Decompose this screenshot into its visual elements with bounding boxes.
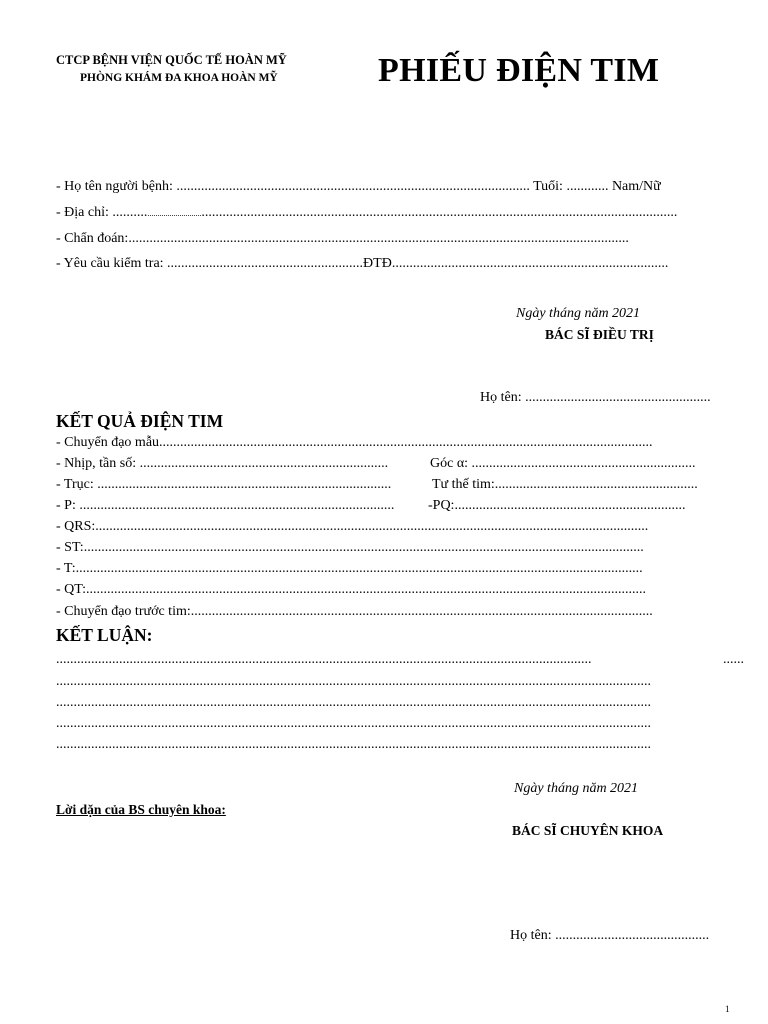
address-prefix: - Địa chỉ: .......... xyxy=(56,205,148,220)
clinic-name: PHÒNG KHÁM ĐA KHOA HOÀN MỸ xyxy=(80,72,278,84)
result-t: - T:.................................................................................................................................................................. xyxy=(56,561,643,576)
form-title: PHIẾU ĐIỆN TIM xyxy=(378,52,660,89)
conclusion-line-1-tail: ...... xyxy=(723,652,744,667)
patient-address-line xyxy=(56,205,677,221)
specialist-advice-label: Lời dặn của BS chuyên khoa: xyxy=(56,802,226,817)
result-qrs: - QRS:.............................................................................................................................................................. xyxy=(56,519,649,534)
result-angle: Góc α: ................................................................ xyxy=(430,456,696,471)
result-lead: - Chuyển đạo mẫu............................................................................................................................................. xyxy=(56,435,653,450)
address-rest: ........................................................................................................................................ xyxy=(201,205,678,220)
conclusion-line-3: .......................................................................................................................................................................... xyxy=(56,695,651,710)
hospital-company-name: CTCP BỆNH VIỆN QUỐC TẾ HOÀN MỸ xyxy=(56,53,287,67)
patient-name-line: - Họ tên người bệnh: ..................................................................................................... Tuổi: ............ Nam/Nữ xyxy=(56,179,661,194)
conclusion-line-1: ......................................................................................................................................................... xyxy=(56,652,592,667)
result-precordial: - Chuyển đạo trước tim:.................................................................................................................................... xyxy=(56,604,653,619)
conclusion-heading: KẾT LUẬN: xyxy=(56,625,153,645)
results-heading: KẾT QUẢ ĐIỆN TIM xyxy=(56,411,224,431)
conclusion-line-5: .......................................................................................................................................................................... xyxy=(56,737,651,752)
result-pq: -PQ:.................................................................. xyxy=(428,498,686,513)
result-p: - P: .......................................................................................... xyxy=(56,498,395,513)
result-st: - ST:................................................................................................................................................................ xyxy=(56,540,644,555)
specialist-doctor-title: BÁC SĨ CHUYÊN KHOA xyxy=(512,823,664,838)
treating-doctor-name: Họ tên: ..................................................... xyxy=(480,390,711,405)
conclusion-line-4: .......................................................................................................................................................................... xyxy=(56,716,651,731)
result-rate: - Nhịp, tần số: ....................................................................... xyxy=(56,456,389,471)
treating-date: Ngày tháng năm 2021 xyxy=(516,306,641,321)
result-axis: - Trục: .................................................................................... xyxy=(56,477,392,492)
result-heart-position: Tư thế tim:.......................................................... xyxy=(432,477,698,492)
request-line: - Yêu cầu kiểm tra: ........................................................ĐTĐ............................................................................... xyxy=(56,256,669,271)
diagnosis-line: - Chẩn đoán:............................................................................................................................................... xyxy=(56,231,629,246)
specialist-doctor-name: Họ tên: ............................................ xyxy=(510,928,710,943)
address-small-dots: ........................... xyxy=(147,209,202,218)
treating-doctor-title: BÁC SĨ ĐIỀU TRỊ xyxy=(545,327,654,342)
conclusion-line-2: .......................................................................................................................................................................... xyxy=(56,674,651,689)
page-number: 1 xyxy=(725,1004,730,1014)
specialist-date: Ngày tháng năm 2021 xyxy=(514,781,639,796)
result-qt: - QT:................................................................................................................................................................ xyxy=(56,582,647,597)
